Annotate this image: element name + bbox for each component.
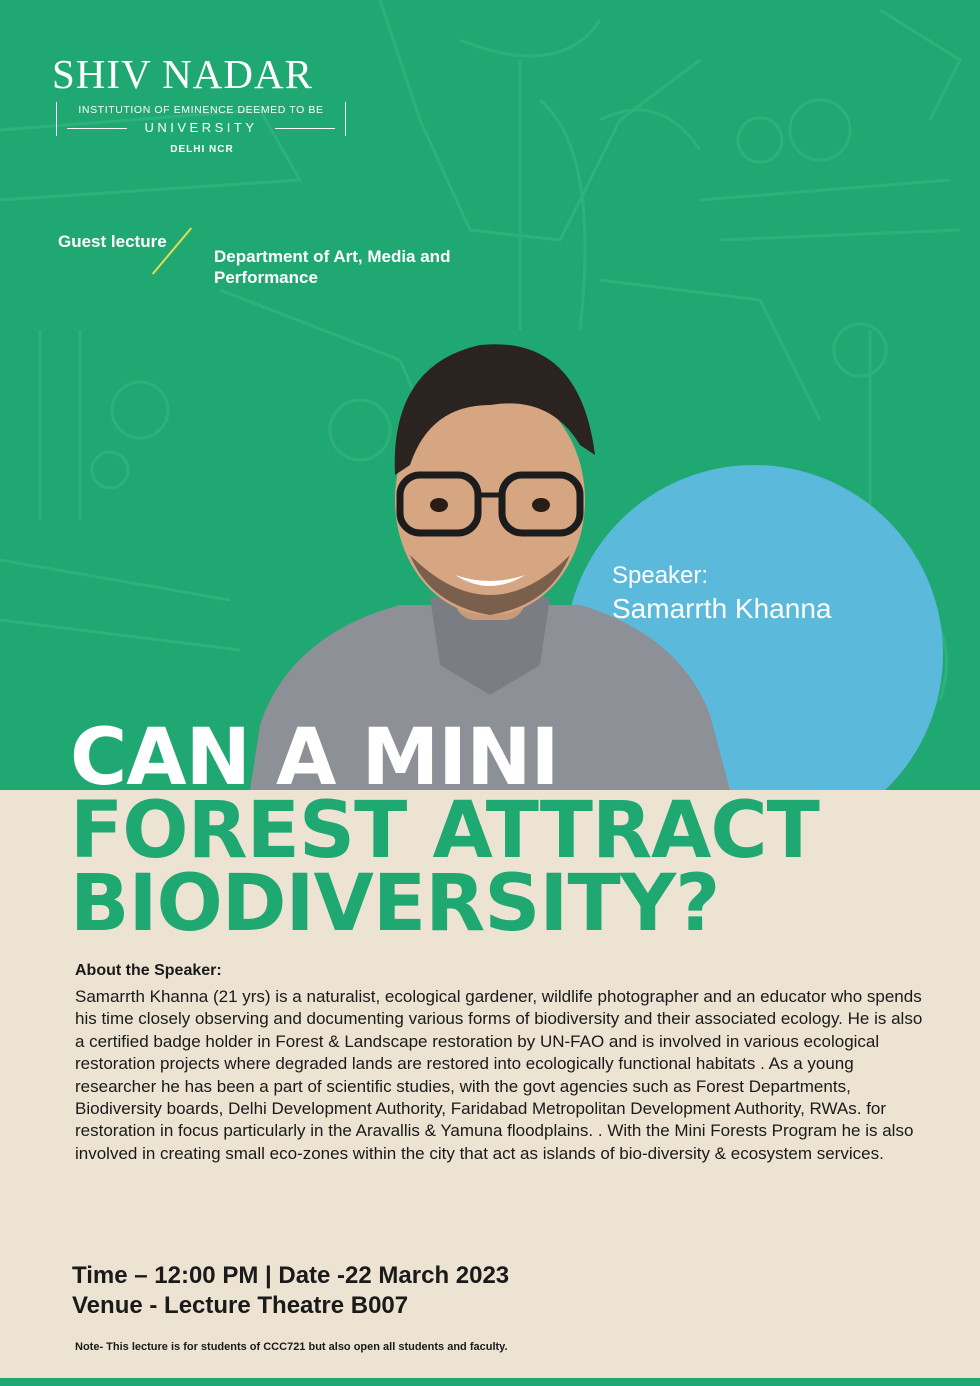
speaker-label: Speaker: — [612, 562, 709, 589]
university-logo — [52, 51, 352, 155]
event-details — [72, 1261, 509, 1321]
event-type: Guest lecture — [58, 232, 167, 251]
headline-line1: CAN A MINI — [70, 713, 559, 803]
headline-line2: FOREST ATTRACT — [70, 786, 819, 876]
logo-rule-right — [275, 128, 335, 129]
department-name: Department of Art, Media and Performance — [214, 247, 451, 287]
about-title: About the Speaker: — [75, 962, 222, 979]
logo-line3: DELHI NCR — [170, 144, 234, 155]
venue: Venue - Lecture Theatre B007 — [72, 1292, 409, 1319]
headline-line3: BIODIVERSITY? — [70, 859, 720, 949]
bottom-bar — [0, 1378, 980, 1386]
logo-line2: UNIVERSITY — [144, 120, 258, 135]
about-text: Samarrth Khanna (21 yrs) is a naturalist, ecological gardener, wildlife photographer and an educator who spends his time closely observing and documenting various forms of biodiversity and their associated ecology. He is also a certified badge holder in Forest & Landscape restoration by UN-FAO and is involved in various ecological restoration projects where degraded lands are restored into ecologically functional habitats . As a young researcher he has been a part of scientific studies, with the govt agencies such as Forest Departments, Biodiversity boards, Delhi Development Authority, Faridabad Metropolitan Development Authority, RWAs. for restoration in focus particularly in the Aravallis & Yamuna floodplains. . With the Mini Forests Program he is also involved in creating small eco-zones within the city that act as islands of bio-diversity & ecosystem services. — [75, 987, 923, 1163]
footnote: Note- This lecture is for students of CCC721 but also open all students and faculty. — [75, 1341, 508, 1353]
headline — [70, 713, 970, 949]
logo-name: SHIV NADAR — [52, 51, 313, 97]
logo-line1: INSTITUTION OF EMINENCE DEEMED TO BE — [78, 104, 324, 116]
logo-frame — [56, 102, 346, 136]
time-date: Time – 12:00 PM | Date -22 March 2023 — [72, 1262, 510, 1289]
speaker-name: Samarrth Khanna — [612, 593, 832, 624]
